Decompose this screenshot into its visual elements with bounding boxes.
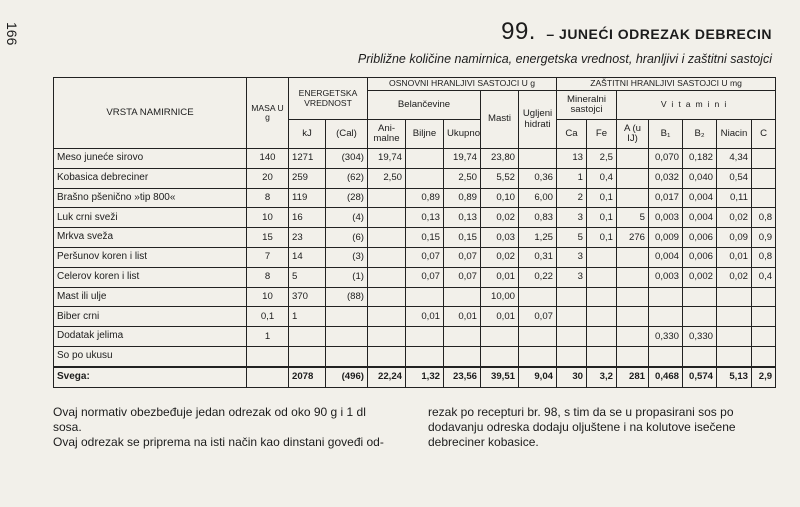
header-vitamin-a: A (u IJ) bbox=[617, 120, 649, 149]
cell-ca bbox=[557, 307, 587, 327]
cell-b2 bbox=[683, 307, 717, 327]
table-row bbox=[54, 307, 776, 327]
cell-masti: 39,51 bbox=[481, 367, 519, 387]
table-row bbox=[54, 149, 776, 169]
cell-masti: 5,52 bbox=[481, 168, 519, 188]
text-left-para-2: Ovaj odrezak se priprema na isti način kao dinstani goveđi od- bbox=[53, 435, 384, 449]
cell-ca: 3 bbox=[557, 247, 587, 267]
header-kj: kJ bbox=[289, 120, 326, 149]
cell-masti: 0,10 bbox=[481, 188, 519, 208]
cell-ani bbox=[368, 307, 406, 327]
cell-uk bbox=[444, 346, 481, 366]
cell-fe bbox=[587, 346, 617, 366]
cell-masa: 140 bbox=[247, 149, 289, 169]
table-row bbox=[54, 168, 776, 188]
cell-masti: 0,01 bbox=[481, 307, 519, 327]
cell-a bbox=[617, 267, 649, 287]
cell-bilj: 1,32 bbox=[406, 367, 444, 387]
cell-b1 bbox=[649, 287, 683, 307]
cell-uk bbox=[444, 327, 481, 347]
cell-b1 bbox=[649, 346, 683, 366]
cell-a bbox=[617, 247, 649, 267]
cell-ca bbox=[557, 346, 587, 366]
cell-a: 276 bbox=[617, 228, 649, 248]
cell-niacin bbox=[717, 346, 752, 366]
header-masti: Masti bbox=[481, 91, 519, 149]
cell-kj: 2078 bbox=[289, 367, 326, 387]
cell-c bbox=[752, 287, 776, 307]
cell-a bbox=[617, 307, 649, 327]
header-niacin: Niacin bbox=[717, 120, 752, 149]
cell-uk: 0,01 bbox=[444, 307, 481, 327]
cell-niacin: 0,11 bbox=[717, 188, 752, 208]
cell-cal: (496) bbox=[326, 367, 368, 387]
cell-b2: 0,004 bbox=[683, 208, 717, 228]
cell-c: 0,4 bbox=[752, 267, 776, 287]
cell-masa bbox=[247, 346, 289, 366]
cell-ugh bbox=[519, 287, 557, 307]
cell-a bbox=[617, 287, 649, 307]
cell-b1: 0,468 bbox=[649, 367, 683, 387]
cell-b1: 0,004 bbox=[649, 247, 683, 267]
cell-cal: (6) bbox=[326, 228, 368, 248]
table-row bbox=[54, 208, 776, 228]
cell-c bbox=[752, 346, 776, 366]
cell-b1: 0,330 bbox=[649, 327, 683, 347]
cell-masti: 0,02 bbox=[481, 247, 519, 267]
cell-fe bbox=[587, 267, 617, 287]
cell-bilj bbox=[406, 327, 444, 347]
text-left bbox=[53, 405, 397, 450]
cell-a bbox=[617, 188, 649, 208]
cell-cal: (1) bbox=[326, 267, 368, 287]
cell-masa: 0,1 bbox=[247, 307, 289, 327]
cell-c: 2,9 bbox=[752, 367, 776, 387]
header-animalne: Ani-malne bbox=[368, 120, 406, 149]
cell-ani: 22,24 bbox=[368, 367, 406, 387]
table-row bbox=[54, 287, 776, 307]
cell-b2: 0,006 bbox=[683, 247, 717, 267]
table-body bbox=[54, 149, 776, 388]
cell-uk: 0,07 bbox=[444, 247, 481, 267]
cell-uk: 2,50 bbox=[444, 168, 481, 188]
cell-ugh: 9,04 bbox=[519, 367, 557, 387]
cell-b2: 0,006 bbox=[683, 228, 717, 248]
table-row bbox=[54, 188, 776, 208]
page-number: 166 bbox=[4, 22, 20, 46]
cell-ugh bbox=[519, 327, 557, 347]
nutrition-table bbox=[53, 77, 776, 388]
header-osnovni: OSNOVNI HRANLJIVI SASTOJCI U g bbox=[368, 78, 557, 91]
cell-bilj bbox=[406, 149, 444, 169]
cell-niacin: 0,02 bbox=[717, 267, 752, 287]
cell-c: 0,8 bbox=[752, 208, 776, 228]
cell-fe: 0,4 bbox=[587, 168, 617, 188]
cell-masti: 0,02 bbox=[481, 208, 519, 228]
header-mineralni: Mineralni sastojci bbox=[557, 91, 617, 120]
cell-ani bbox=[368, 346, 406, 366]
cell-masa: 20 bbox=[247, 168, 289, 188]
header-b2: B₂ bbox=[683, 120, 717, 149]
header-belancevine: Belančevine bbox=[368, 91, 481, 120]
cell-niacin: 5,13 bbox=[717, 367, 752, 387]
cell-ani bbox=[368, 188, 406, 208]
cell-niacin: 0,02 bbox=[717, 208, 752, 228]
cell-b2: 0,002 bbox=[683, 267, 717, 287]
cell-name: Peršunov koren i list bbox=[54, 247, 247, 267]
cell-ugh bbox=[519, 346, 557, 366]
cell-a: 5 bbox=[617, 208, 649, 228]
cell-b1: 0,032 bbox=[649, 168, 683, 188]
cell-ani bbox=[368, 287, 406, 307]
cell-name: Mast ili ulje bbox=[54, 287, 247, 307]
header-biljne: Biljne bbox=[406, 120, 444, 149]
cell-bilj bbox=[406, 287, 444, 307]
cell-b1 bbox=[649, 307, 683, 327]
cell-uk: 0,13 bbox=[444, 208, 481, 228]
cell-masa: 15 bbox=[247, 228, 289, 248]
cell-name: Meso juneće sirovo bbox=[54, 149, 247, 169]
cell-bilj bbox=[406, 346, 444, 366]
header-vrsta: VRSTA NAMIRNICE bbox=[54, 78, 247, 149]
cell-ca: 3 bbox=[557, 267, 587, 287]
cell-masa: 7 bbox=[247, 247, 289, 267]
cell-ani bbox=[368, 208, 406, 228]
cell-c bbox=[752, 168, 776, 188]
cell-masa: 10 bbox=[247, 287, 289, 307]
cell-b1: 0,017 bbox=[649, 188, 683, 208]
cell-fe bbox=[587, 287, 617, 307]
cell-fe bbox=[587, 247, 617, 267]
cell-uk: 23,56 bbox=[444, 367, 481, 387]
cell-ugh: 1,25 bbox=[519, 228, 557, 248]
cell-name: Celerov koren i list bbox=[54, 267, 247, 287]
cell-b1: 0,003 bbox=[649, 267, 683, 287]
cell-a bbox=[617, 168, 649, 188]
cell-c: 0,9 bbox=[752, 228, 776, 248]
cell-bilj: 0,15 bbox=[406, 228, 444, 248]
cell-bilj bbox=[406, 168, 444, 188]
cell-cal bbox=[326, 327, 368, 347]
cell-ca bbox=[557, 287, 587, 307]
cell-c bbox=[752, 327, 776, 347]
cell-ca: 3 bbox=[557, 208, 587, 228]
recipe-title bbox=[501, 18, 772, 46]
table-row bbox=[54, 267, 776, 287]
cell-name: So po ukusu bbox=[54, 346, 247, 366]
cell-ca: 2 bbox=[557, 188, 587, 208]
cell-b2: 0,004 bbox=[683, 188, 717, 208]
cell-ca: 30 bbox=[557, 367, 587, 387]
cell-cal: (62) bbox=[326, 168, 368, 188]
cell-c bbox=[752, 307, 776, 327]
cell-kj: 23 bbox=[289, 228, 326, 248]
cell-niacin bbox=[717, 287, 752, 307]
cell-ani: 2,50 bbox=[368, 168, 406, 188]
cell-uk: 0,07 bbox=[444, 267, 481, 287]
cell-a bbox=[617, 346, 649, 366]
cell-bilj: 0,13 bbox=[406, 208, 444, 228]
text-right-para: rezak po recepturi br. 98, s tim da se u propasirani sos po dodavanju odreska dodaju oljuštene i na kolutove isečene debreciner kobasice. bbox=[428, 405, 736, 449]
cell-kj: 259 bbox=[289, 168, 326, 188]
cell-bilj: 0,01 bbox=[406, 307, 444, 327]
total-row bbox=[54, 367, 776, 387]
cell-cal: (4) bbox=[326, 208, 368, 228]
cell-kj bbox=[289, 327, 326, 347]
cell-kj: 1271 bbox=[289, 149, 326, 169]
table-row bbox=[54, 346, 776, 366]
cell-masa: 8 bbox=[247, 188, 289, 208]
cell-uk bbox=[444, 287, 481, 307]
cell-ca: 1 bbox=[557, 168, 587, 188]
cell-ugh: 0,31 bbox=[519, 247, 557, 267]
cell-ani bbox=[368, 327, 406, 347]
header-cal: (Cal) bbox=[326, 120, 368, 149]
cell-c bbox=[752, 149, 776, 169]
cell-ugh bbox=[519, 149, 557, 169]
cell-niacin: 4,34 bbox=[717, 149, 752, 169]
cell-ani bbox=[368, 228, 406, 248]
header-energetska: ENERGETSKA VREDNOST bbox=[289, 78, 368, 120]
cell-kj: 1 bbox=[289, 307, 326, 327]
cell-b2: 0,330 bbox=[683, 327, 717, 347]
cell-b1: 0,009 bbox=[649, 228, 683, 248]
cell-bilj: 0,07 bbox=[406, 267, 444, 287]
cell-ca: 13 bbox=[557, 149, 587, 169]
cell-bilj: 0,07 bbox=[406, 247, 444, 267]
recipe-name: – JUNEĆI ODREZAK DEBRECIN bbox=[546, 26, 772, 42]
cell-ca: 5 bbox=[557, 228, 587, 248]
cell-masti: 23,80 bbox=[481, 149, 519, 169]
cell-cal: (88) bbox=[326, 287, 368, 307]
recipe-subtitle: Približne količine namirnica, energetska vrednost, hranljivi i zaštitni sastojci bbox=[357, 52, 772, 66]
cell-masa: 8 bbox=[247, 267, 289, 287]
cell-niacin: 0,54 bbox=[717, 168, 752, 188]
recipe-number: 99. bbox=[501, 18, 536, 45]
header-ca: Ca bbox=[557, 120, 587, 149]
cell-c: 0,8 bbox=[752, 247, 776, 267]
cell-cal bbox=[326, 346, 368, 366]
header-masa: MASA U g bbox=[247, 78, 289, 149]
table-row bbox=[54, 327, 776, 347]
cell-ca bbox=[557, 327, 587, 347]
cell-cal: (28) bbox=[326, 188, 368, 208]
cell-fe: 0,1 bbox=[587, 228, 617, 248]
text-right bbox=[428, 405, 768, 450]
cell-a bbox=[617, 149, 649, 169]
cell-kj bbox=[289, 346, 326, 366]
cell-uk: 0,15 bbox=[444, 228, 481, 248]
cell-a bbox=[617, 327, 649, 347]
cell-ugh: 0,36 bbox=[519, 168, 557, 188]
cell-name: Kobasica debreciner bbox=[54, 168, 247, 188]
cell-b2 bbox=[683, 287, 717, 307]
cell-fe: 3,2 bbox=[587, 367, 617, 387]
cell-uk: 0,89 bbox=[444, 188, 481, 208]
header-b1: B₁ bbox=[649, 120, 683, 149]
cell-niacin: 0,01 bbox=[717, 247, 752, 267]
cell-ugh: 6,00 bbox=[519, 188, 557, 208]
cell-fe bbox=[587, 307, 617, 327]
cell-masa bbox=[247, 367, 289, 387]
cell-ugh: 0,83 bbox=[519, 208, 557, 228]
cell-niacin: 0,09 bbox=[717, 228, 752, 248]
cell-kj: 119 bbox=[289, 188, 326, 208]
cell-niacin bbox=[717, 327, 752, 347]
cell-masti: 0,01 bbox=[481, 267, 519, 287]
cell-cal: (304) bbox=[326, 149, 368, 169]
cell-ani bbox=[368, 267, 406, 287]
header-zastitni: ZAŠTITNI HRANLJIVI SASTOJCI U mg bbox=[557, 78, 776, 91]
cell-b2: 0,040 bbox=[683, 168, 717, 188]
header-c: C bbox=[752, 120, 776, 149]
header-vitamini: Vitamini bbox=[617, 91, 776, 120]
cell-name: Luk crni sveži bbox=[54, 208, 247, 228]
cell-ani bbox=[368, 247, 406, 267]
text-left-para-1: Ovaj normativ obezbeđuje jedan odrezak od oko 90 g i 1 dl sosa. bbox=[53, 405, 366, 434]
cell-masti bbox=[481, 327, 519, 347]
cell-name: Biber crni bbox=[54, 307, 247, 327]
cell-fe: 2,5 bbox=[587, 149, 617, 169]
cell-masa: 10 bbox=[247, 208, 289, 228]
cell-cal bbox=[326, 307, 368, 327]
cell-kj: 5 bbox=[289, 267, 326, 287]
cell-cal: (3) bbox=[326, 247, 368, 267]
cell-a: 281 bbox=[617, 367, 649, 387]
cell-b2: 0,182 bbox=[683, 149, 717, 169]
header-ukupno: Ukupno bbox=[444, 120, 481, 149]
cell-b2: 0,574 bbox=[683, 367, 717, 387]
cell-b1: 0,003 bbox=[649, 208, 683, 228]
header-fe: Fe bbox=[587, 120, 617, 149]
cell-b2 bbox=[683, 346, 717, 366]
cell-name: Brašno pšenično »tip 800« bbox=[54, 188, 247, 208]
cell-masti: 10,00 bbox=[481, 287, 519, 307]
cell-kj: 14 bbox=[289, 247, 326, 267]
cell-name: Mrkva sveža bbox=[54, 228, 247, 248]
cell-masa: 1 bbox=[247, 327, 289, 347]
cell-name: Svega: bbox=[54, 367, 247, 387]
cell-ugh: 0,07 bbox=[519, 307, 557, 327]
cell-fe: 0,1 bbox=[587, 208, 617, 228]
table-row bbox=[54, 247, 776, 267]
cell-uk: 19,74 bbox=[444, 149, 481, 169]
cell-b1: 0,070 bbox=[649, 149, 683, 169]
header-ugljeni: Ugljeni hidrati bbox=[519, 91, 557, 149]
cell-kj: 370 bbox=[289, 287, 326, 307]
table-row bbox=[54, 228, 776, 248]
cell-bilj: 0,89 bbox=[406, 188, 444, 208]
cell-name: Dodatak jelima bbox=[54, 327, 247, 347]
cell-ani: 19,74 bbox=[368, 149, 406, 169]
cell-fe: 0,1 bbox=[587, 188, 617, 208]
cell-niacin bbox=[717, 307, 752, 327]
cell-fe bbox=[587, 327, 617, 347]
cell-masti bbox=[481, 346, 519, 366]
cell-kj: 16 bbox=[289, 208, 326, 228]
cell-c bbox=[752, 188, 776, 208]
cell-ugh: 0,22 bbox=[519, 267, 557, 287]
cell-masti: 0,03 bbox=[481, 228, 519, 248]
